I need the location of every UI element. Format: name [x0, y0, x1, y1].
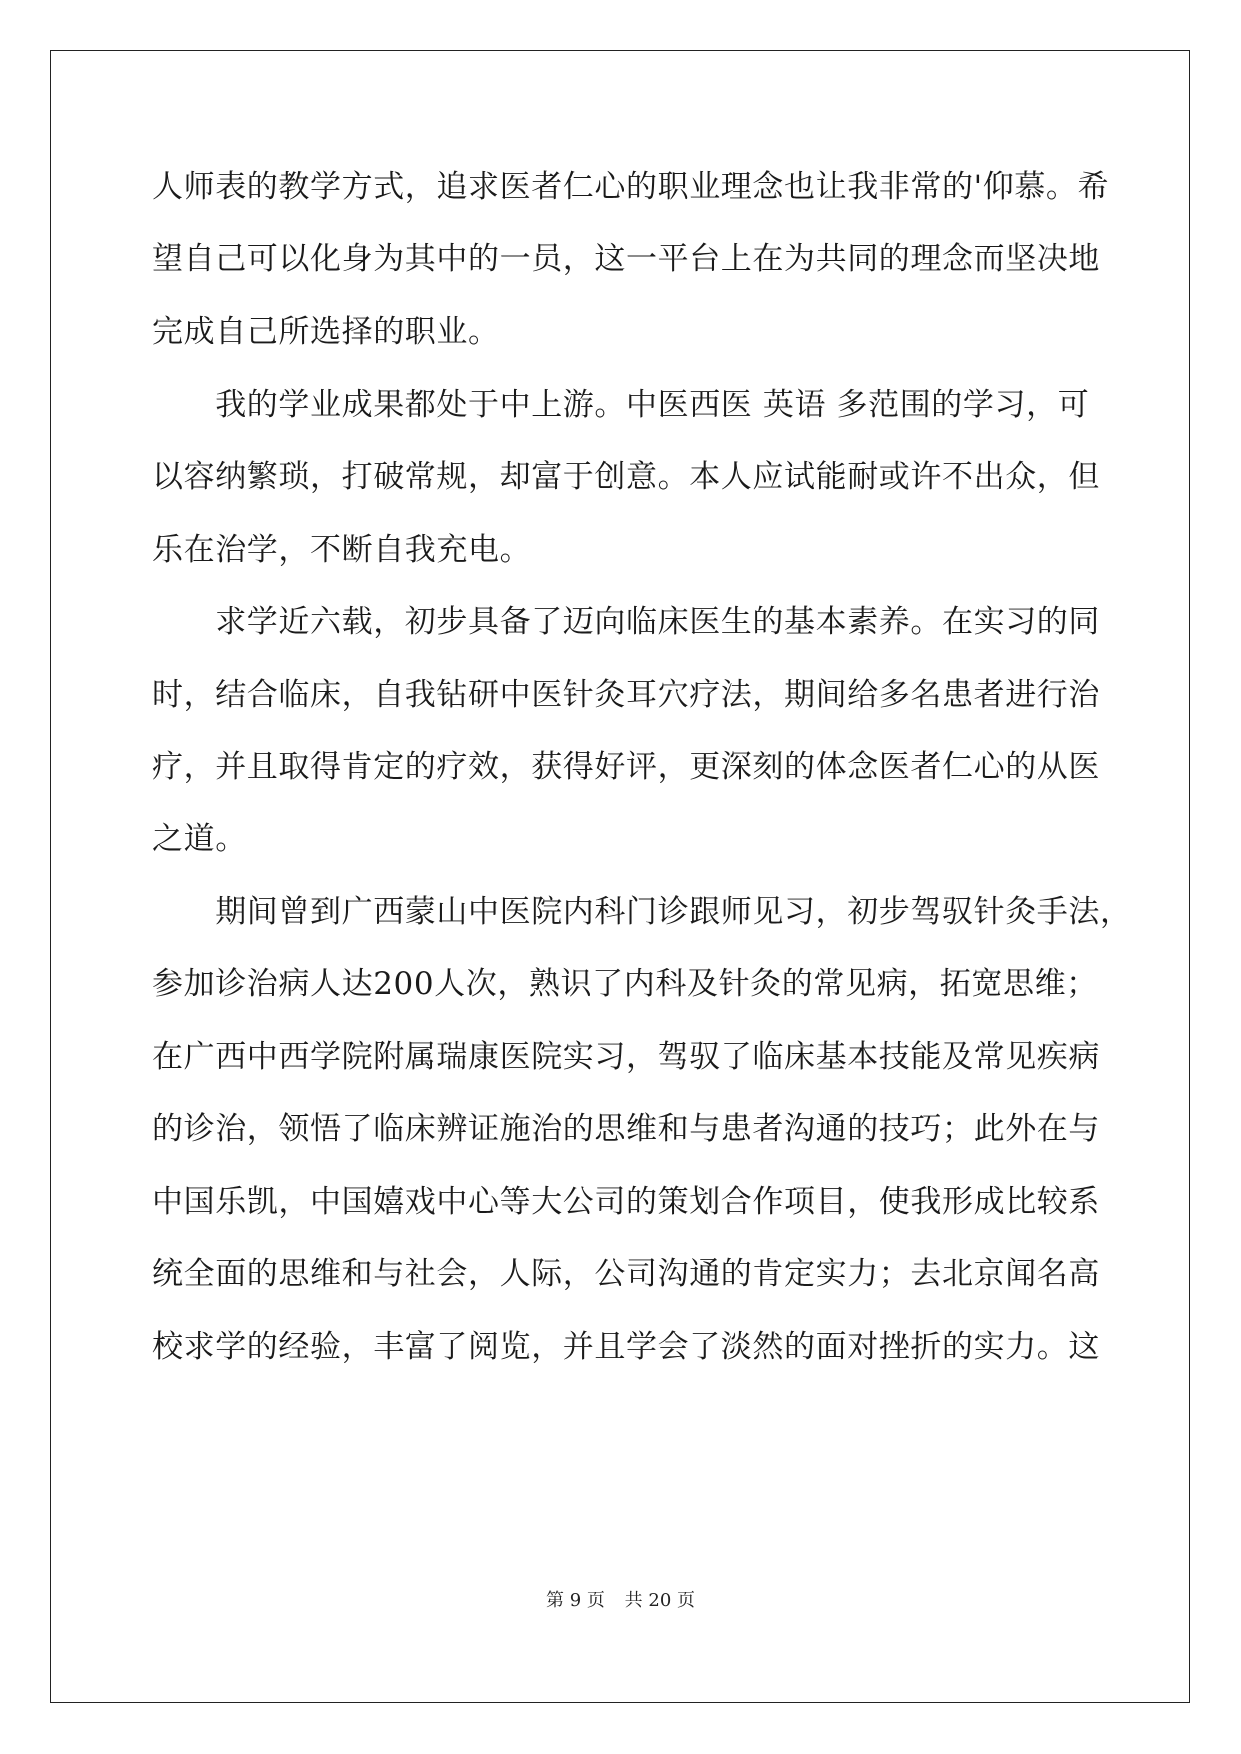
text-line: 完成自己所选择的职业。	[152, 314, 500, 350]
text-line: 我的学业成果都处于中上游。中医西医 英语 多范围的学习，可	[152, 387, 1090, 423]
page-footer	[0, 1588, 1241, 1614]
text-line: 乐在治学，不断自我充电。	[152, 532, 532, 568]
text-line: 校求学的经验，丰富了阅览，并且学会了淡然的面对挫折的实力。这	[152, 1329, 1100, 1365]
text-line: 参加诊治病人达200人次，熟识了内科及针灸的常见病，拓宽思维；	[152, 966, 1098, 1002]
text-line: 人师表的教学方式，追求医者仁心的职业理念也让我非常的'仰慕。希	[152, 169, 1110, 205]
text-line: 疗，并且取得肯定的疗效，获得好评，更深刻的体念医者仁心的从医	[152, 749, 1100, 785]
text-line: 望自己可以化身为其中的一员，这一平台上在为共同的理念而坚决地	[152, 241, 1100, 277]
text-line: 中国乐凯，中国嬉戏中心等大公司的策划合作项目，使我形成比较系	[152, 1184, 1100, 1220]
text-line: 之道。	[152, 821, 247, 857]
text-line: 的诊治，领悟了临床辨证施治的思维和与患者沟通的技巧；此外在与	[152, 1111, 1100, 1147]
text-line: 期间曾到广西蒙山中医院内科门诊跟师见习，初步驾驭针灸手法，	[152, 894, 1132, 930]
text-line: 求学近六载，初步具备了迈向临床医生的基本素养。在实习的同	[152, 604, 1100, 640]
text-line: 在广西中西学院附属瑞康医院实习，驾驭了临床基本技能及常见疾病	[152, 1039, 1100, 1075]
page-border	[50, 50, 1190, 1703]
page-number: 第 9 页	[546, 1590, 605, 1611]
text-line: 时，结合临床，自我钻研中医针灸耳穴疗法，期间给多名患者进行治	[152, 677, 1100, 713]
text-line: 统全面的思维和与社会，人际，公司沟通的肯定实力；去北京闻名高	[152, 1256, 1100, 1292]
text-line: 以容纳繁琐，打破常规，却富于创意。本人应试能耐或许不出众，但	[152, 459, 1100, 495]
total-pages: 共 20 页	[624, 1590, 695, 1611]
